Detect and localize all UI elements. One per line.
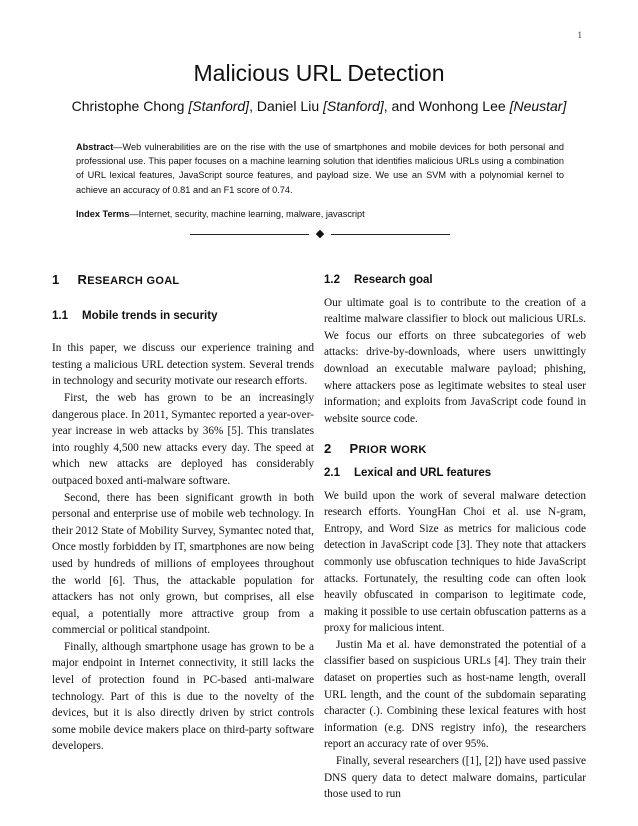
- author-separator: , and: [383, 98, 419, 114]
- abstract-block: [76, 140, 564, 231]
- paragraph: We build upon the work of several malware detection research efforts. YoungHan Choi et al. use N-gram, Entropy, and Word Size as metrics for malicious code detection in JavaScript code [3]. They note that attackers commonly use obfuscation techniques to hide JavaScript attacks. Fortunately, the resulting code can often look heavily obfuscated in comparison to legitimate code, making it possible to use certain obfuscation patterns as a proxy for malicious intent.: [324, 489, 586, 635]
- separator-rule-right: [331, 234, 450, 235]
- abstract-text: —Web vulnerabilities are on the rise with the use of smartphones and mobile devices for both personal and professional use. This paper focuses on a machine learning solution that identifies malicious URLs using a combination of URL lexical features, JavaScript source features, and payload size. We use an SVM with a polynomial kernel to achieve an accuracy of 0.81 and an F1 score of 0.74.: [76, 142, 564, 195]
- diamond-icon: [316, 230, 324, 238]
- subsection-number: 1.2: [324, 274, 340, 286]
- subsection-title: Lexical and URL features: [354, 466, 492, 479]
- author-affiliation: [Stanford]: [188, 98, 250, 114]
- paragraph: In this paper, we discuss our experience training and testing a malicious URL detection system. Several trends in technology and security motivate our research efforts.: [52, 342, 314, 388]
- author-separator: ,: [249, 98, 257, 114]
- paragraph: Our ultimate goal is to contribute to the creation of a realtime malware classifier to block out malicious URLs. We focus our efforts on three subcategories of web attacks: drive-by-downloads, where users unwittingly download an executable malware payload; phishing, where attackers pose as legitimate websites to steal user information; and exploits from JavaScript code found in website source code.: [324, 296, 586, 425]
- author-affiliation: [Stanford]: [323, 98, 384, 114]
- author-name: Daniel Liu: [256, 98, 320, 114]
- right-column: [324, 272, 586, 803]
- section-title-rest: RIOR WORK: [358, 444, 427, 457]
- subsection-heading-research-goal: [324, 272, 586, 289]
- paragraph: Finally, although smartphone usage has grown to be a major endpoint in Internet connectivity, it still lacks the level of protection found in PC-based anti-malware technology. Part of this is due to the novelty of the devices, but it is also directly driven by strict controls some mobile device makers place on third-party software developers.: [52, 640, 314, 753]
- subsection-title: Research goal: [354, 274, 433, 286]
- section-number: 2: [324, 441, 332, 457]
- section-first-letter: P: [349, 441, 359, 457]
- section-number: 1: [52, 272, 60, 287]
- left-column: [52, 272, 314, 755]
- subsection-number: 2.1: [324, 466, 340, 479]
- section-heading-prior-work: [324, 441, 586, 459]
- author-name: Wonhong Lee: [418, 98, 506, 114]
- section-title-rest: ESEARCH GOAL: [87, 275, 180, 287]
- section-heading-research-goal: [52, 272, 314, 290]
- subsection-heading-lexical-features: [324, 465, 586, 482]
- author-name: Christophe Chong: [71, 98, 185, 114]
- section-first-letter: R: [77, 272, 88, 287]
- paragraph: Second, there has been significant growth in both personal and enterprise use of mobile web technology. In their 2012 State of Mobility Survey, Symantec noted that, Once mostly forbidden by IT, smartphones are now being used by hundreds of millions of employees throughout the world [6]. Thus, the attackable population for attackers has not only grown, but comprises, all else equal, a potentially more attractive group from a commercial or political standpoint.: [52, 491, 314, 637]
- paragraph: Finally, several researchers ([1], [2]) have used passive DNS query data to detect malware domains, particular those used to run: [324, 755, 586, 801]
- subsection-title: Mobile trends in security: [82, 309, 218, 322]
- author-affiliation: [Neustar]: [509, 98, 567, 114]
- author-line: [0, 98, 638, 114]
- paragraph: Justin Ma et al. have demonstrated the potential of a classifier based on suspicious URLs [4]. They train their dataset on properties such as host-name length, overall URL length, and the count of the subdomain separating character (.). Combining these lexical features with host information (e.g. DNS registry info), the researchers report an accuracy rate of over 95%.: [324, 638, 586, 751]
- paper-title: Malicious URL Detection: [193, 60, 445, 86]
- subsection-number: 1.1: [52, 309, 68, 322]
- abstract-label: Abstract: [76, 142, 114, 152]
- abstract: [76, 140, 564, 197]
- index-terms-text: —Internet, security, machine learning, malware, javascript: [129, 208, 365, 219]
- separator-rule-left: [190, 234, 309, 235]
- paragraph: First, the web has grown to be an increasingly dangerous place. In 2011, Symantec reported a year-over-year increase in web attacks by 36% [5]. This translates into roughly 4,500 new attacks every day. The speed at which new attacks are deployed has considerably outpaced boxed anti-malware software.: [52, 391, 314, 487]
- index-terms: [76, 207, 564, 221]
- index-terms-label: Index Terms: [76, 208, 130, 219]
- page-number: 1: [577, 30, 582, 40]
- section-separator: [190, 229, 450, 239]
- subsection-heading-mobile-trends: [52, 308, 314, 325]
